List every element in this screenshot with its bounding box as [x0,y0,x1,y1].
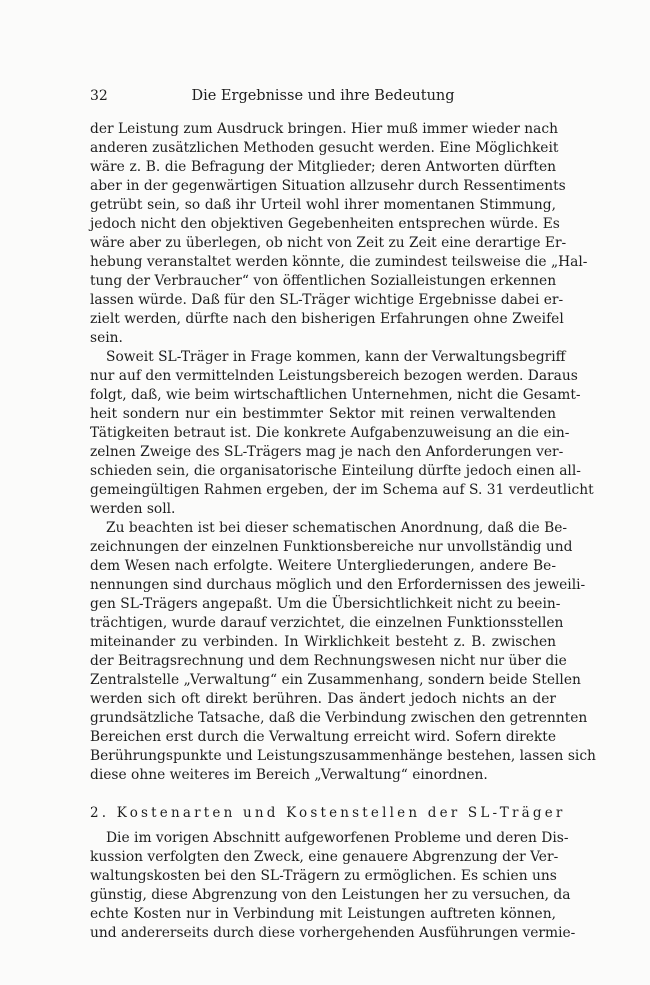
text-line: Soweit SL-Träger in Frage kommen, kann der Verwaltungsbegriff [106,349,566,365]
text-line: schieden sein, die organisatorische Einteilung dürfte jedoch einen all- [90,463,581,479]
text-line: und andererseits durch diese vorhergehenden Ausführungen vermie- [90,925,576,941]
text-line: diese ohne weiteres im Bereich „Verwaltung“ einordnen. [90,767,488,783]
text-line: günstig, diese Abgrenzung von den Leistungen her zu versuchen, da [90,887,571,903]
text-body [90,120,596,943]
text-line: dem Wesen nach erfolgte. Weitere Untergliederungen, andere Be- [90,558,556,574]
text-line: heit sondern nur ein bestimmter Sektor mit reinen verwaltenden [90,406,556,422]
text-line: getrübt sein, so daß ihr Urteil wohl ihrer momentanen Stimmung, [90,197,556,213]
text-line: waltungskosten bei den SL-Trägern zu ermöglichen. Es schien uns [90,868,557,884]
text-line: Berührungspunkte und Leistungszusammenhänge bestehen, lassen sich [90,748,596,764]
text-line: anderen zusätzlichen Methoden gesucht werden. Eine Möglichkeit [90,140,559,156]
section-heading: 2. Kostenarten und Kostenstellen der SL-Träger [90,805,566,821]
running-header [90,88,556,108]
text-line: trächtigen, wurde darauf verzichtet, die einzelnen Funktionsstellen [90,615,564,631]
text-line: nennungen sind durchaus möglich und den Erfordernissen des jeweili- [90,577,586,593]
text-line: hebung veranstaltet werden könnte, die zumindest teilsweise die „Hal- [90,254,588,270]
text-line: gemeingültigen Rahmen ergeben, der im Schema auf S. 31 verdeutlicht [90,482,594,498]
text-line: miteinander zu verbinden. In Wirklichkeit besteht z. B. zwischen [90,634,556,650]
text-line: aber in der gegenwärtigen Situation allzusehr durch Ressentiments [90,178,566,194]
text-line: echte Kosten nur in Verbindung mit Leistungen auftreten können, [90,906,556,922]
spacer [90,785,556,804]
text-line: zielt werden, dürfte nach den bisherigen Erfahrungen ohne Zweifel [90,311,564,327]
paragraph [90,348,594,519]
text-line: Tätigkeiten betraut ist. Die konkrete Aufgabenzuweisung an die ein- [90,425,570,441]
text-line: zelnen Zweige des SL-Trägers mag je nach den Anforderungen ver- [90,444,564,460]
text-line: grundsätzliche Tatsache, daß die Verbindung zwischen den getrennten [90,710,588,726]
section [90,804,576,943]
text-line: wäre aber zu überlegen, ob nicht von Zeit zu Zeit eine derartige Er- [90,235,567,251]
text-line: nur auf den vermittelnden Leistungsbereich bezogen werden. Daraus [90,368,578,384]
text-line: zeichnungen der einzelnen Funktionsbereiche nur unvollständig und [90,539,573,555]
text-line: tung der Verbraucher“ von öffentlichen Sozialleistungen erkennen [90,273,557,289]
text-line: werden sich oft direkt berühren. Das ändert jedoch nichts an der [90,691,556,707]
paragraph [90,519,596,785]
text-line: lassen würde. Daß für den SL-Träger wichtige Ergebnisse dabei er- [90,292,564,308]
text-line: Zu beachten ist bei dieser schematischen Anordnung, daß die Be- [106,520,568,536]
running-title: Die Ergebnisse und ihre Bedeutung [191,88,455,104]
text-line: wäre z. B. die Befragung der Mitglieder; deren Antworten dürften [90,159,556,175]
page-number: 32 [90,88,108,104]
text-line: jedoch nicht den objektiven Gegebenheiten entsprechen würde. Es [90,216,560,232]
text-line: der Leistung zum Ausdruck bringen. Hier muß immer wieder nach [90,121,559,137]
text-line: kussion verfolgten den Zweck, eine genauere Abgrenzung der Ver- [90,849,559,865]
text-line: Die im vorigen Abschnitt aufgeworfenen Probleme und deren Dis- [106,830,569,846]
text-line: folgt, daß, wie beim wirtschaftlichen Unternehmen, nicht die Gesamt- [90,387,581,403]
text-line: sein. [90,330,123,346]
text-line: Zentralstelle „Verwaltung“ ein Zusammenhang, sondern beide Stellen [90,672,581,688]
text-line: werden soll. [90,501,176,517]
paragraph [90,120,588,348]
text-line: gen SL-Trägers angepaßt. Um die Übersichtlichkeit nicht zu beein- [90,596,561,612]
text-line: der Beitragsrechnung und dem Rechnungswesen nicht nur über die [90,653,567,669]
text-line: Bereichen erst durch die Verwaltung erreicht wird. Sofern direkte [90,729,556,745]
